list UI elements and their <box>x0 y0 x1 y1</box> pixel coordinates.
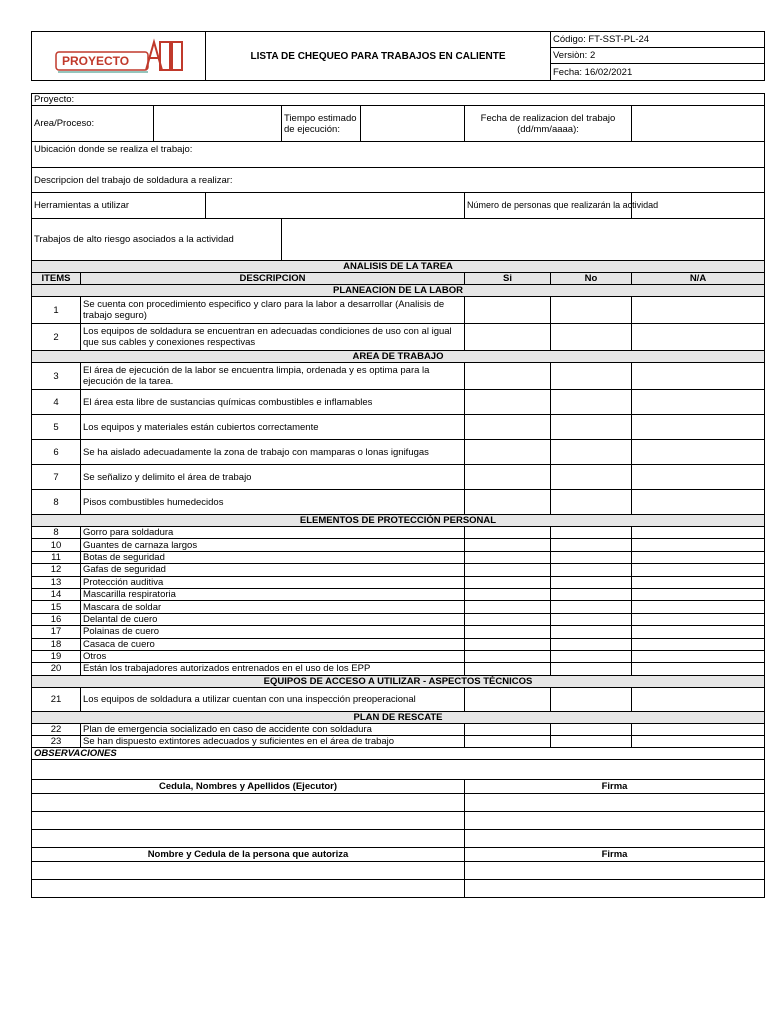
ejecutor-signature-input[interactable] <box>465 812 765 830</box>
version: Versiòn: 2 <box>551 48 765 64</box>
check-no-cell[interactable] <box>551 490 632 515</box>
check-na-cell[interactable] <box>632 363 765 390</box>
fecha-realizacion-input[interactable] <box>632 106 765 142</box>
check-si-cell[interactable] <box>465 663 551 675</box>
item-description: Gafas de seguridad <box>81 564 465 576</box>
check-na-cell[interactable] <box>632 613 765 625</box>
check-na-cell[interactable] <box>632 324 765 351</box>
item-description: Gorro para soldadura <box>81 527 465 539</box>
item-number: 23 <box>32 736 81 748</box>
ejecutor-signature-row <box>32 812 765 830</box>
item-number: 13 <box>32 576 81 588</box>
check-si-cell[interactable] <box>465 440 551 465</box>
ejecutor-signature-input[interactable] <box>465 830 765 848</box>
checklist-row <box>32 527 765 539</box>
item-number: 5 <box>32 415 81 440</box>
item-number: 11 <box>32 551 81 563</box>
numero-personas-label: Número de personas que realizarán la actividad <box>465 193 632 219</box>
logo-text: PROYECTO <box>61 54 129 68</box>
check-si-cell[interactable] <box>465 576 551 588</box>
ejecutor-firma-label: Firma <box>465 780 765 794</box>
item-description: Se han dispuesto extintores adecuados y suficientes en el área de trabajo <box>81 736 465 748</box>
company-logo <box>34 32 203 80</box>
item-description: Casaca de cuero <box>81 638 465 650</box>
column-header-row <box>32 273 765 285</box>
col-na: N/A <box>632 273 765 285</box>
check-si-cell[interactable] <box>465 736 551 748</box>
check-no-cell[interactable] <box>551 297 632 324</box>
checklist-row <box>32 297 765 324</box>
observaciones-input[interactable] <box>32 760 765 780</box>
item-number: 14 <box>32 588 81 600</box>
item-number: 2 <box>32 324 81 351</box>
check-no-cell[interactable] <box>551 650 632 662</box>
check-si-cell[interactable] <box>465 588 551 600</box>
check-si-cell[interactable] <box>465 687 551 711</box>
check-si-cell[interactable] <box>465 564 551 576</box>
check-no-cell[interactable] <box>551 723 632 735</box>
check-no-cell[interactable] <box>551 588 632 600</box>
check-si-cell[interactable] <box>465 539 551 551</box>
descripcion-field[interactable]: Descripcion del trabajo de soldadura a realizar: <box>32 168 765 193</box>
check-na-cell[interactable] <box>632 490 765 515</box>
check-no-cell[interactable] <box>551 465 632 490</box>
check-na-cell[interactable] <box>632 601 765 613</box>
check-na-cell[interactable] <box>632 650 765 662</box>
checklist-row <box>32 601 765 613</box>
alto-riesgo-input[interactable] <box>282 219 765 261</box>
check-no-cell[interactable] <box>551 415 632 440</box>
item-description: Los equipos de soldadura se encuentran en adecuadas condiciones de uso con al igual que sus cables y conexiones respectivas <box>81 324 465 351</box>
rescate-band: PLAN DE RESCATE <box>32 711 765 723</box>
check-si-cell[interactable] <box>465 297 551 324</box>
check-no-cell[interactable] <box>551 613 632 625</box>
tiempo-label: Tiempo estimado de ejecución: <box>282 106 361 142</box>
check-si-cell[interactable] <box>465 723 551 735</box>
autoriza-signature-row <box>32 880 765 898</box>
checklist-form <box>31 93 765 273</box>
checklist-row <box>32 613 765 625</box>
autoriza-name-input[interactable] <box>32 862 465 880</box>
item-description: Se ha aislado adecuadamente la zona de trabajo con mamparas o lonas ignifugas <box>81 440 465 465</box>
item-description: Delantal de cuero <box>81 613 465 625</box>
check-no-cell[interactable] <box>551 687 632 711</box>
item-number: 1 <box>32 297 81 324</box>
document-title: LISTA DE CHEQUEO PARA TRABAJOS EN CALIENTE <box>206 32 551 81</box>
autoriza-header-row <box>32 848 765 862</box>
proyecto-field[interactable]: Proyecto: <box>32 94 765 106</box>
check-na-cell[interactable] <box>632 564 765 576</box>
ejecutor-name-input[interactable] <box>32 812 465 830</box>
item-number: 22 <box>32 723 81 735</box>
ejecutor-label: Cedula, Nombres y Apellidos (Ejecutor) <box>32 780 465 794</box>
item-description: El área esta libre de sustancias químicas combustibles e inflamables <box>81 390 465 415</box>
check-si-cell[interactable] <box>465 551 551 563</box>
item-description: Mascarilla respiratoria <box>81 588 465 600</box>
checklist-row <box>32 440 765 465</box>
item-description: Los equipos de soldadura a utilizar cuentan con una inspección preoperacional <box>81 687 465 711</box>
ejecutor-name-input[interactable] <box>32 830 465 848</box>
check-si-cell[interactable] <box>465 650 551 662</box>
item-description: El área de ejecución de la labor se encuentra limpia, ordenada y es optima para la ejecución de la tarea. <box>81 363 465 390</box>
item-number: 7 <box>32 465 81 490</box>
equipos-band: EQUIPOS DE ACCESO A UTILIZAR - ASPECTOS TÉCNICOS <box>32 675 765 687</box>
checklist-row <box>32 490 765 515</box>
check-si-cell[interactable] <box>465 626 551 638</box>
autoriza-signature-input[interactable] <box>465 862 765 880</box>
check-no-cell[interactable] <box>551 663 632 675</box>
checklist-table <box>31 272 765 898</box>
check-si-cell[interactable] <box>465 363 551 390</box>
checklist-row <box>32 324 765 351</box>
col-no: No <box>551 273 632 285</box>
checklist-row <box>32 687 765 711</box>
rescate-band-row <box>32 711 765 723</box>
ejecutor-name-input[interactable] <box>32 794 465 812</box>
item-description: Mascara de soldar <box>81 601 465 613</box>
check-si-cell[interactable] <box>465 390 551 415</box>
check-na-cell[interactable] <box>632 297 765 324</box>
ejecutor-signature-input[interactable] <box>465 794 765 812</box>
area-label: Area/Proceso: <box>32 106 154 142</box>
observaciones-input-row[interactable] <box>32 760 765 780</box>
check-na-cell[interactable] <box>632 527 765 539</box>
observaciones-label: OBSERVACIONES <box>32 748 765 760</box>
equipos-band-row <box>32 675 765 687</box>
item-number: 17 <box>32 626 81 638</box>
check-na-cell[interactable] <box>632 588 765 600</box>
check-na-cell[interactable] <box>632 736 765 748</box>
item-number: 10 <box>32 539 81 551</box>
checklist-row <box>32 576 765 588</box>
checklist-row <box>32 663 765 675</box>
autoriza-signature-row <box>32 862 765 880</box>
fecha-realizacion-label: Fecha de realizacion del trabajo (dd/mm/aaaa): <box>465 106 632 142</box>
item-number: 20 <box>32 663 81 675</box>
check-na-cell[interactable] <box>632 723 765 735</box>
checklist-row <box>32 465 765 490</box>
check-no-cell[interactable] <box>551 324 632 351</box>
check-na-cell[interactable] <box>632 687 765 711</box>
item-description: Botas de seguridad <box>81 551 465 563</box>
item-number: 8 <box>32 527 81 539</box>
checklist-row <box>32 736 765 748</box>
check-no-cell[interactable] <box>551 551 632 563</box>
item-description: Plan de emergencia socializado en caso de accidente con soldadura <box>81 723 465 735</box>
item-description: Se cuenta con procedimiento especifico y claro para la labor a desarrollar (Analisis de trabajo seguro) <box>81 297 465 324</box>
checklist-row <box>32 415 765 440</box>
tiempo-input[interactable] <box>361 106 465 142</box>
checklist-row <box>32 363 765 390</box>
item-number: 4 <box>32 390 81 415</box>
ejecutor-signature-row <box>32 794 765 812</box>
check-no-cell[interactable] <box>551 440 632 465</box>
check-si-cell[interactable] <box>465 527 551 539</box>
checklist-row <box>32 626 765 638</box>
autoriza-firma-label: Firma <box>465 848 765 862</box>
item-description: Otros <box>81 650 465 662</box>
area-trabajo-band: AREA DE TRABAJO <box>32 351 765 363</box>
item-description: Polainas de cuero <box>81 626 465 638</box>
check-na-cell[interactable] <box>632 551 765 563</box>
item-description: Los equipos y materiales están cubiertos correctamente <box>81 415 465 440</box>
checklist-row <box>32 564 765 576</box>
item-number: 6 <box>32 440 81 465</box>
alto-riesgo-label: Trabajos de alto riesgo asociados a la actividad <box>32 219 282 261</box>
col-descripcion: DESCRIPCION <box>81 273 465 285</box>
item-number: 21 <box>32 687 81 711</box>
epp-band-row <box>32 515 765 527</box>
check-no-cell[interactable] <box>551 601 632 613</box>
check-no-cell[interactable] <box>551 736 632 748</box>
col-si: Si <box>465 273 551 285</box>
item-description: Están los trabajadores autorizados entrenados en el uso de los EPP <box>81 663 465 675</box>
check-no-cell[interactable] <box>551 564 632 576</box>
checklist-row <box>32 551 765 563</box>
item-description: Guantes de carnaza largos <box>81 539 465 551</box>
area-trabajo-band-row <box>32 351 765 363</box>
check-si-cell[interactable] <box>465 415 551 440</box>
check-na-cell[interactable] <box>632 626 765 638</box>
item-number: 8 <box>32 490 81 515</box>
check-si-cell[interactable] <box>465 601 551 613</box>
document-header <box>31 31 765 81</box>
checklist-row <box>32 650 765 662</box>
check-na-cell[interactable] <box>632 415 765 440</box>
check-no-cell[interactable] <box>551 527 632 539</box>
check-no-cell[interactable] <box>551 539 632 551</box>
autoriza-name-input[interactable] <box>32 880 465 898</box>
check-na-cell[interactable] <box>632 576 765 588</box>
checklist-row <box>32 588 765 600</box>
analisis-title: ANALISIS DE LA TAREA <box>32 261 765 273</box>
check-no-cell[interactable] <box>551 390 632 415</box>
item-number: 16 <box>32 613 81 625</box>
check-na-cell[interactable] <box>632 539 765 551</box>
check-no-cell[interactable] <box>551 576 632 588</box>
check-si-cell[interactable] <box>465 465 551 490</box>
check-na-cell[interactable] <box>632 390 765 415</box>
observaciones-row <box>32 748 765 760</box>
ejecutor-header-row <box>32 780 765 794</box>
check-na-cell[interactable] <box>632 440 765 465</box>
check-si-cell[interactable] <box>465 613 551 625</box>
item-number: 18 <box>32 638 81 650</box>
checklist-row <box>32 539 765 551</box>
check-no-cell[interactable] <box>551 363 632 390</box>
check-na-cell[interactable] <box>632 663 765 675</box>
check-na-cell[interactable] <box>632 638 765 650</box>
logo-cell <box>32 32 206 81</box>
planeacion-band-row <box>32 285 765 297</box>
herramientas-input[interactable] <box>206 193 465 219</box>
item-number: 19 <box>32 650 81 662</box>
check-na-cell[interactable] <box>632 465 765 490</box>
check-no-cell[interactable] <box>551 638 632 650</box>
checklist-row <box>32 723 765 735</box>
area-input[interactable] <box>154 106 282 142</box>
codigo: Código: FT-SST-PL-24 <box>551 32 765 48</box>
item-number: 3 <box>32 363 81 390</box>
ubicacion-field[interactable]: Ubicación donde se realiza el trabajo: <box>32 142 765 168</box>
logo-graphic <box>54 38 184 74</box>
check-si-cell[interactable] <box>465 324 551 351</box>
check-si-cell[interactable] <box>465 490 551 515</box>
item-description: Se señalizo y delimito el área de trabajo <box>81 465 465 490</box>
autoriza-signature-input[interactable] <box>465 880 765 898</box>
herramientas-label: Herramientas a utilizar <box>32 193 206 219</box>
checklist-row <box>32 390 765 415</box>
item-number: 15 <box>32 601 81 613</box>
item-description: Pisos combustibles humedecidos <box>81 490 465 515</box>
planeacion-band: PLANEACION DE LA LABOR <box>32 285 765 297</box>
ejecutor-signature-row <box>32 830 765 848</box>
autoriza-label: Nombre y Cedula de la persona que autoriza <box>32 848 465 862</box>
item-description: Protección auditiva <box>81 576 465 588</box>
check-no-cell[interactable] <box>551 626 632 638</box>
fecha: Fecha: 16/02/2021 <box>551 64 765 81</box>
checklist-row <box>32 638 765 650</box>
item-number: 12 <box>32 564 81 576</box>
check-si-cell[interactable] <box>465 638 551 650</box>
epp-band: ELEMENTOS DE PROTECCIÓN PERSONAL <box>32 515 765 527</box>
col-items: ITEMS <box>32 273 81 285</box>
